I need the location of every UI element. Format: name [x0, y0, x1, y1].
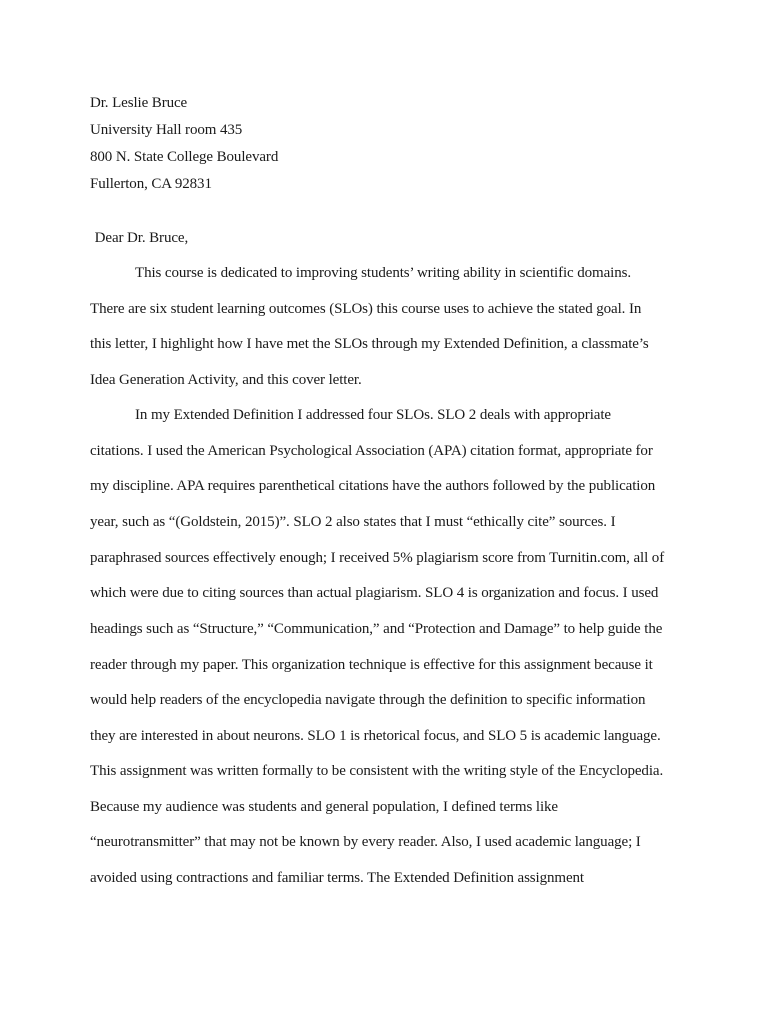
paragraph-2-line: headings such as “Structure,” “Communication,” and “Protection and Damage” to help guide the — [90, 621, 663, 637]
salutation: Dear Dr. Bruce, — [91, 230, 189, 246]
paragraph-1-line: Idea Generation Activity, and this cover letter. — [90, 372, 362, 388]
paragraph-2-line: year, such as “(Goldstein, 2015)”. SLO 2 also states that I must “ethically cite” sources. I — [90, 514, 616, 530]
paragraph-1-line: this letter, I highlight how I have met the SLOs through my Extended Definition, a classmate’s — [90, 336, 649, 352]
recipient-street: 800 N. State College Boulevard — [90, 149, 279, 165]
paragraph-2-line: they are interested in about neurons. SLO 1 is rhetorical focus, and SLO 5 is academic language. — [90, 728, 661, 744]
paragraph-1-line: There are six student learning outcomes (SLOs) this course uses to achieve the stated goal. In — [90, 301, 642, 317]
paragraph-2-line: citations. I used the American Psychological Association (APA) citation format, appropriate for — [90, 443, 653, 459]
paragraph-1-line: This course is dedicated to improving students’ writing ability in scientific domains. — [135, 265, 632, 281]
paragraph-2-line: my discipline. APA requires parenthetical citations have the authors followed by the publication — [90, 478, 656, 494]
recipient-building: University Hall room 435 — [90, 122, 243, 138]
recipient-city: Fullerton, CA 92831 — [90, 176, 212, 192]
paragraph-2-line: would help readers of the encyclopedia navigate through the definition to specific information — [90, 692, 646, 708]
recipient-name: Dr. Leslie Bruce — [90, 95, 188, 111]
paragraph-2-line: “neurotransmitter” that may not be known by every reader. Also, I used academic language; I — [90, 834, 641, 850]
paragraph-2-line: This assignment was written formally to be consistent with the writing style of the Encyclopedia. — [90, 763, 664, 779]
paragraph-2-line: reader through my paper. This organization technique is effective for this assignment because it — [90, 657, 653, 673]
paragraph-2-line: which were due to citing sources than actual plagiarism. SLO 4 is organization and focus. I used — [90, 585, 659, 601]
paragraph-2-line: avoided using contractions and familiar terms. The Extended Definition assignment — [90, 870, 584, 886]
paragraph-2-line: Because my audience was students and general population, I defined terms like — [90, 799, 558, 815]
paragraph-2-line: In my Extended Definition I addressed four SLOs. SLO 2 deals with appropriate — [135, 407, 611, 423]
paragraph-2-line: paraphrased sources effectively enough; I received 5% plagiarism score from Turnitin.com, all of — [90, 550, 665, 566]
